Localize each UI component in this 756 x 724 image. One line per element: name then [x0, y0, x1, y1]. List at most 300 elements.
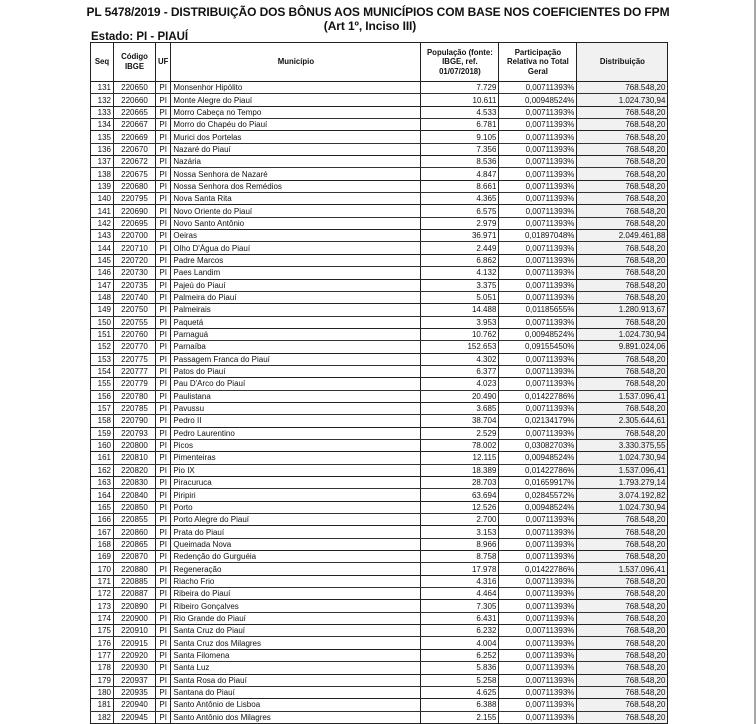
cell-codigo-ibge: 220777	[114, 365, 156, 377]
cell-municipio: Olho D'Água do Piauí	[171, 242, 421, 254]
cell-distribuicao: 1.537.096,41	[577, 464, 668, 476]
cell-participacao: 0,00711393%	[499, 526, 577, 538]
cell-municipio: Santo Antônio de Lisboa	[171, 699, 421, 711]
cell-seq: 152	[91, 341, 114, 353]
cell-municipio: Parnaguá	[171, 328, 421, 340]
cell-seq: 170	[91, 563, 114, 575]
cell-seq: 157	[91, 402, 114, 414]
cell-seq: 132	[91, 94, 114, 106]
cell-distribuicao: 768.548,20	[577, 365, 668, 377]
cell-seq: 140	[91, 193, 114, 205]
table-row	[91, 119, 668, 131]
header-municipio: Município	[171, 43, 421, 82]
cell-distribuicao: 768.548,20	[577, 279, 668, 291]
cell-populacao: 4.132	[421, 267, 499, 279]
cell-codigo-ibge: 220810	[114, 452, 156, 464]
cell-participacao: 0,00711393%	[499, 267, 577, 279]
cell-distribuicao: 768.548,20	[577, 119, 668, 131]
cell-populacao: 6.388	[421, 699, 499, 711]
table-row	[91, 328, 668, 340]
cell-distribuicao: 768.548,20	[577, 514, 668, 526]
cell-seq: 182	[91, 711, 114, 723]
cell-populacao: 5.836	[421, 662, 499, 674]
cell-uf: PI	[156, 637, 171, 649]
cell-uf: PI	[156, 304, 171, 316]
cell-seq: 149	[91, 304, 114, 316]
cell-distribuicao: 1.280.913,67	[577, 304, 668, 316]
cell-codigo-ibge: 220860	[114, 526, 156, 538]
cell-populacao: 4.533	[421, 106, 499, 118]
table-row	[91, 637, 668, 649]
cell-participacao: 0,00711393%	[499, 205, 577, 217]
table-row	[91, 501, 668, 513]
cell-codigo-ibge: 220910	[114, 625, 156, 637]
cell-populacao: 6.252	[421, 649, 499, 661]
cell-codigo-ibge: 220650	[114, 82, 156, 94]
cell-uf: PI	[156, 489, 171, 501]
table-row	[91, 279, 668, 291]
table-row	[91, 464, 668, 476]
cell-codigo-ibge: 220940	[114, 699, 156, 711]
cell-participacao: 0,00711393%	[499, 193, 577, 205]
table-row	[91, 316, 668, 328]
cell-participacao: 0,00711393%	[499, 143, 577, 155]
cell-municipio: Monte Alegre do Piauí	[171, 94, 421, 106]
cell-distribuicao: 768.548,20	[577, 588, 668, 600]
cell-uf: PI	[156, 131, 171, 143]
cell-municipio: Morro Cabeça no Tempo	[171, 106, 421, 118]
cell-municipio: Santo Antônio dos Milagres	[171, 711, 421, 723]
cell-populacao: 8.966	[421, 538, 499, 550]
cell-populacao: 4.023	[421, 378, 499, 390]
cell-codigo-ibge: 220855	[114, 514, 156, 526]
cell-distribuicao: 768.548,20	[577, 625, 668, 637]
cell-distribuicao: 768.548,20	[577, 575, 668, 587]
cell-seq: 147	[91, 279, 114, 291]
cell-populacao: 63.694	[421, 489, 499, 501]
table-row	[91, 353, 668, 365]
table-row	[91, 242, 668, 254]
cell-codigo-ibge: 220800	[114, 439, 156, 451]
cell-uf: PI	[156, 452, 171, 464]
cell-seq: 162	[91, 464, 114, 476]
cell-uf: PI	[156, 316, 171, 328]
cell-participacao: 0,00711393%	[499, 514, 577, 526]
cell-uf: PI	[156, 662, 171, 674]
cell-populacao: 18.389	[421, 464, 499, 476]
cell-participacao: 0,00711393%	[499, 131, 577, 143]
cell-distribuicao: 768.548,20	[577, 526, 668, 538]
cell-uf: PI	[156, 341, 171, 353]
cell-populacao: 14.488	[421, 304, 499, 316]
cell-codigo-ibge: 220672	[114, 156, 156, 168]
cell-codigo-ibge: 220870	[114, 551, 156, 563]
table-row	[91, 477, 668, 489]
table-row	[91, 439, 668, 451]
cell-participacao: 0,00711393%	[499, 637, 577, 649]
cell-distribuicao: 768.548,20	[577, 291, 668, 303]
table-row	[91, 526, 668, 538]
cell-uf: PI	[156, 588, 171, 600]
cell-codigo-ibge: 220660	[114, 94, 156, 106]
cell-distribuicao: 768.548,20	[577, 662, 668, 674]
distribution-table	[90, 42, 668, 724]
cell-municipio: Nossa Senhora de Nazaré	[171, 168, 421, 180]
cell-municipio: Pedro II	[171, 415, 421, 427]
cell-municipio: Novo Santo Antônio	[171, 217, 421, 229]
table-row	[91, 341, 668, 353]
cell-uf: PI	[156, 94, 171, 106]
cell-participacao: 0,00711393%	[499, 538, 577, 550]
cell-populacao: 10.611	[421, 94, 499, 106]
cell-seq: 136	[91, 143, 114, 155]
cell-distribuicao: 768.548,20	[577, 686, 668, 698]
header-participacao: Participação Relativa no Total Geral	[499, 43, 577, 82]
cell-municipio: Queimada Nova	[171, 538, 421, 550]
cell-participacao: 0,02845572%	[499, 489, 577, 501]
cell-codigo-ibge: 220850	[114, 501, 156, 513]
cell-distribuicao: 1.024.730,94	[577, 328, 668, 340]
cell-participacao: 0,00711393%	[499, 662, 577, 674]
cell-seq: 163	[91, 477, 114, 489]
cell-municipio: Nossa Senhora dos Remédios	[171, 180, 421, 192]
table-row	[91, 588, 668, 600]
cell-participacao: 0,00711393%	[499, 402, 577, 414]
cell-populacao: 5.258	[421, 674, 499, 686]
table-row	[91, 217, 668, 229]
cell-codigo-ibge: 220710	[114, 242, 156, 254]
cell-codigo-ibge: 220730	[114, 267, 156, 279]
cell-codigo-ibge: 220785	[114, 402, 156, 414]
cell-uf: PI	[156, 119, 171, 131]
cell-codigo-ibge: 220793	[114, 427, 156, 439]
cell-uf: PI	[156, 612, 171, 624]
cell-codigo-ibge: 220937	[114, 674, 156, 686]
table-row	[91, 711, 668, 723]
table-row	[91, 205, 668, 217]
cell-populacao: 4.004	[421, 637, 499, 649]
cell-participacao: 0,00711393%	[499, 674, 577, 686]
cell-distribuicao: 768.548,20	[577, 242, 668, 254]
cell-seq: 165	[91, 501, 114, 513]
cell-codigo-ibge: 220780	[114, 390, 156, 402]
cell-populacao: 5.051	[421, 291, 499, 303]
cell-municipio: Palmeira do Piauí	[171, 291, 421, 303]
cell-populacao: 8.758	[421, 551, 499, 563]
cell-uf: PI	[156, 711, 171, 723]
cell-seq: 135	[91, 131, 114, 143]
cell-uf: PI	[156, 168, 171, 180]
cell-populacao: 2.979	[421, 217, 499, 229]
cell-uf: PI	[156, 625, 171, 637]
table-row	[91, 230, 668, 242]
table-row	[91, 575, 668, 587]
cell-participacao: 0,00711393%	[499, 353, 577, 365]
cell-participacao: 0,00711393%	[499, 575, 577, 587]
cell-uf: PI	[156, 514, 171, 526]
cell-distribuicao: 768.548,20	[577, 649, 668, 661]
cell-codigo-ibge: 220775	[114, 353, 156, 365]
header-populacao: População (fonte: IBGE, ref. 01/07/2018)	[421, 43, 499, 82]
table-row	[91, 143, 668, 155]
cell-seq: 169	[91, 551, 114, 563]
cell-participacao: 0,00711393%	[499, 119, 577, 131]
cell-seq: 146	[91, 267, 114, 279]
cell-seq: 151	[91, 328, 114, 340]
cell-participacao: 0,00711393%	[499, 378, 577, 390]
cell-municipio: Parnaíba	[171, 341, 421, 353]
cell-uf: PI	[156, 538, 171, 550]
cell-municipio: Santana do Piauí	[171, 686, 421, 698]
cell-distribuicao: 768.548,20	[577, 131, 668, 143]
cell-uf: PI	[156, 82, 171, 94]
cell-uf: PI	[156, 378, 171, 390]
cell-seq: 145	[91, 254, 114, 266]
cell-distribuicao: 768.548,20	[577, 637, 668, 649]
cell-codigo-ibge: 220700	[114, 230, 156, 242]
cell-codigo-ibge: 220770	[114, 341, 156, 353]
table-row	[91, 365, 668, 377]
cell-municipio: Pau D'Arco do Piauí	[171, 378, 421, 390]
table-row	[91, 563, 668, 575]
cell-uf: PI	[156, 242, 171, 254]
cell-populacao: 7.729	[421, 82, 499, 94]
table-row	[91, 452, 668, 464]
table-row	[91, 427, 668, 439]
cell-codigo-ibge: 220667	[114, 119, 156, 131]
cell-municipio: Novo Oriente do Piauí	[171, 205, 421, 217]
cell-populacao: 4.302	[421, 353, 499, 365]
cell-uf: PI	[156, 575, 171, 587]
cell-municipio: Santa Luz	[171, 662, 421, 674]
cell-uf: PI	[156, 674, 171, 686]
table-row	[91, 612, 668, 624]
cell-seq: 156	[91, 390, 114, 402]
cell-distribuicao: 1.024.730,94	[577, 94, 668, 106]
cell-codigo-ibge: 220880	[114, 563, 156, 575]
cell-distribuicao: 768.548,20	[577, 674, 668, 686]
cell-municipio: Pavussu	[171, 402, 421, 414]
cell-codigo-ibge: 220930	[114, 662, 156, 674]
cell-codigo-ibge: 220887	[114, 588, 156, 600]
cell-codigo-ibge: 220750	[114, 304, 156, 316]
cell-municipio: Santa Cruz do Piauí	[171, 625, 421, 637]
table-row	[91, 415, 668, 427]
cell-seq: 167	[91, 526, 114, 538]
cell-codigo-ibge: 220779	[114, 378, 156, 390]
cell-seq: 158	[91, 415, 114, 427]
cell-participacao: 0,02134179%	[499, 415, 577, 427]
cell-seq: 138	[91, 168, 114, 180]
cell-participacao: 0,00948524%	[499, 94, 577, 106]
cell-uf: PI	[156, 563, 171, 575]
cell-municipio: Porto	[171, 501, 421, 513]
cell-uf: PI	[156, 279, 171, 291]
cell-populacao: 3.153	[421, 526, 499, 538]
cell-municipio: Riacho Frio	[171, 575, 421, 587]
cell-distribuicao: 2.305.644,61	[577, 415, 668, 427]
cell-uf: PI	[156, 353, 171, 365]
cell-distribuicao: 3.330.375,55	[577, 439, 668, 451]
cell-uf: PI	[156, 477, 171, 489]
cell-distribuicao: 1.024.730,94	[577, 452, 668, 464]
cell-participacao: 0,00711393%	[499, 625, 577, 637]
cell-participacao: 0,00711393%	[499, 254, 577, 266]
cell-codigo-ibge: 220915	[114, 637, 156, 649]
cell-distribuicao: 768.548,20	[577, 427, 668, 439]
table-row	[91, 625, 668, 637]
cell-distribuicao: 768.548,20	[577, 402, 668, 414]
cell-codigo-ibge: 220945	[114, 711, 156, 723]
cell-participacao: 0,01185655%	[499, 304, 577, 316]
cell-uf: PI	[156, 526, 171, 538]
cell-participacao: 0,01422786%	[499, 464, 577, 476]
cell-populacao: 7.356	[421, 143, 499, 155]
cell-municipio: Nova Santa Rita	[171, 193, 421, 205]
cell-populacao: 36.971	[421, 230, 499, 242]
cell-distribuicao: 1.793.279,14	[577, 477, 668, 489]
cell-seq: 159	[91, 427, 114, 439]
cell-participacao: 0,00711393%	[499, 711, 577, 723]
cell-municipio: Paes Landim	[171, 267, 421, 279]
cell-uf: PI	[156, 106, 171, 118]
cell-populacao: 2.449	[421, 242, 499, 254]
cell-distribuicao: 768.548,20	[577, 82, 668, 94]
cell-seq: 148	[91, 291, 114, 303]
cell-uf: PI	[156, 427, 171, 439]
cell-municipio: Rio Grande do Piauí	[171, 612, 421, 624]
cell-seq: 177	[91, 649, 114, 661]
cell-uf: PI	[156, 699, 171, 711]
cell-participacao: 0,00948524%	[499, 328, 577, 340]
cell-distribuicao: 1.024.730,94	[577, 501, 668, 513]
cell-populacao: 6.431	[421, 612, 499, 624]
cell-populacao: 2.529	[421, 427, 499, 439]
cell-municipio: Regeneração	[171, 563, 421, 575]
cell-codigo-ibge: 220675	[114, 168, 156, 180]
cell-participacao: 0,00711393%	[499, 649, 577, 661]
cell-uf: PI	[156, 291, 171, 303]
cell-municipio: Monsenhor Hipólito	[171, 82, 421, 94]
cell-populacao: 38.704	[421, 415, 499, 427]
cell-distribuicao: 768.548,20	[577, 217, 668, 229]
table-row	[91, 551, 668, 563]
cell-populacao: 10.762	[421, 328, 499, 340]
cell-distribuicao: 9.891.024,06	[577, 341, 668, 353]
table-row	[91, 291, 668, 303]
cell-seq: 131	[91, 82, 114, 94]
table-row	[91, 649, 668, 661]
table-row	[91, 254, 668, 266]
table-row	[91, 686, 668, 698]
table-row	[91, 699, 668, 711]
cell-seq: 153	[91, 353, 114, 365]
cell-codigo-ibge: 220760	[114, 328, 156, 340]
cell-seq: 134	[91, 119, 114, 131]
cell-distribuicao: 768.548,20	[577, 205, 668, 217]
cell-seq: 133	[91, 106, 114, 118]
table-row	[91, 94, 668, 106]
cell-populacao: 9.105	[421, 131, 499, 143]
cell-uf: PI	[156, 402, 171, 414]
cell-participacao: 0,01422786%	[499, 563, 577, 575]
cell-municipio: Ribeiro Gonçalves	[171, 600, 421, 612]
cell-municipio: Pio IX	[171, 464, 421, 476]
cell-distribuicao: 768.548,20	[577, 378, 668, 390]
cell-populacao: 3.685	[421, 402, 499, 414]
cell-codigo-ibge: 220920	[114, 649, 156, 661]
cell-populacao: 6.862	[421, 254, 499, 266]
cell-populacao: 3.375	[421, 279, 499, 291]
cell-codigo-ibge: 220820	[114, 464, 156, 476]
cell-populacao: 28.703	[421, 477, 499, 489]
cell-uf: PI	[156, 180, 171, 192]
cell-municipio: Porto Alegre do Piauí	[171, 514, 421, 526]
table-row	[91, 538, 668, 550]
cell-participacao: 0,00711393%	[499, 600, 577, 612]
cell-seq: 141	[91, 205, 114, 217]
cell-populacao: 6.377	[421, 365, 499, 377]
cell-distribuicao: 768.548,20	[577, 612, 668, 624]
cell-populacao: 4.625	[421, 686, 499, 698]
cell-participacao: 0,00711393%	[499, 365, 577, 377]
cell-municipio: Piripiri	[171, 489, 421, 501]
cell-municipio: Santa Filomena	[171, 649, 421, 661]
cell-participacao: 0,03082703%	[499, 439, 577, 451]
cell-participacao: 0,00711393%	[499, 291, 577, 303]
cell-municipio: Redenção do Gurguéia	[171, 551, 421, 563]
cell-seq: 160	[91, 439, 114, 451]
cell-populacao: 78.002	[421, 439, 499, 451]
cell-codigo-ibge: 220840	[114, 489, 156, 501]
cell-distribuicao: 768.548,20	[577, 711, 668, 723]
cell-codigo-ibge: 220795	[114, 193, 156, 205]
table-row	[91, 390, 668, 402]
cell-distribuicao: 768.548,20	[577, 316, 668, 328]
cell-seq: 168	[91, 538, 114, 550]
cell-distribuicao: 1.537.096,41	[577, 390, 668, 402]
cell-uf: PI	[156, 415, 171, 427]
cell-municipio: Santa Rosa do Piauí	[171, 674, 421, 686]
cell-municipio: Patos do Piauí	[171, 365, 421, 377]
cell-codigo-ibge: 220680	[114, 180, 156, 192]
cell-participacao: 0,00948524%	[499, 501, 577, 513]
cell-distribuicao: 2.049.461,88	[577, 230, 668, 242]
cell-codigo-ibge: 220830	[114, 477, 156, 489]
cell-seq: 137	[91, 156, 114, 168]
table-row	[91, 674, 668, 686]
cell-participacao: 0,00711393%	[499, 156, 577, 168]
cell-municipio: Oeiras	[171, 230, 421, 242]
cell-seq: 176	[91, 637, 114, 649]
cell-municipio: Nazaré do Piauí	[171, 143, 421, 155]
cell-seq: 178	[91, 662, 114, 674]
cell-codigo-ibge: 220790	[114, 415, 156, 427]
cell-uf: PI	[156, 156, 171, 168]
cell-municipio: Passagem Franca do Piauí	[171, 353, 421, 365]
cell-municipio: Nazária	[171, 156, 421, 168]
cell-distribuicao: 768.548,20	[577, 254, 668, 266]
cell-seq: 154	[91, 365, 114, 377]
cell-municipio: Morro do Chapéu do Piauí	[171, 119, 421, 131]
cell-seq: 179	[91, 674, 114, 686]
document-subtitle: (Art 1º, Inciso III)	[323, 19, 417, 33]
cell-distribuicao: 768.548,20	[577, 180, 668, 192]
cell-distribuicao: 768.548,20	[577, 106, 668, 118]
cell-participacao: 0,01659917%	[499, 477, 577, 489]
table-row	[91, 402, 668, 414]
cell-municipio: Paquetá	[171, 316, 421, 328]
